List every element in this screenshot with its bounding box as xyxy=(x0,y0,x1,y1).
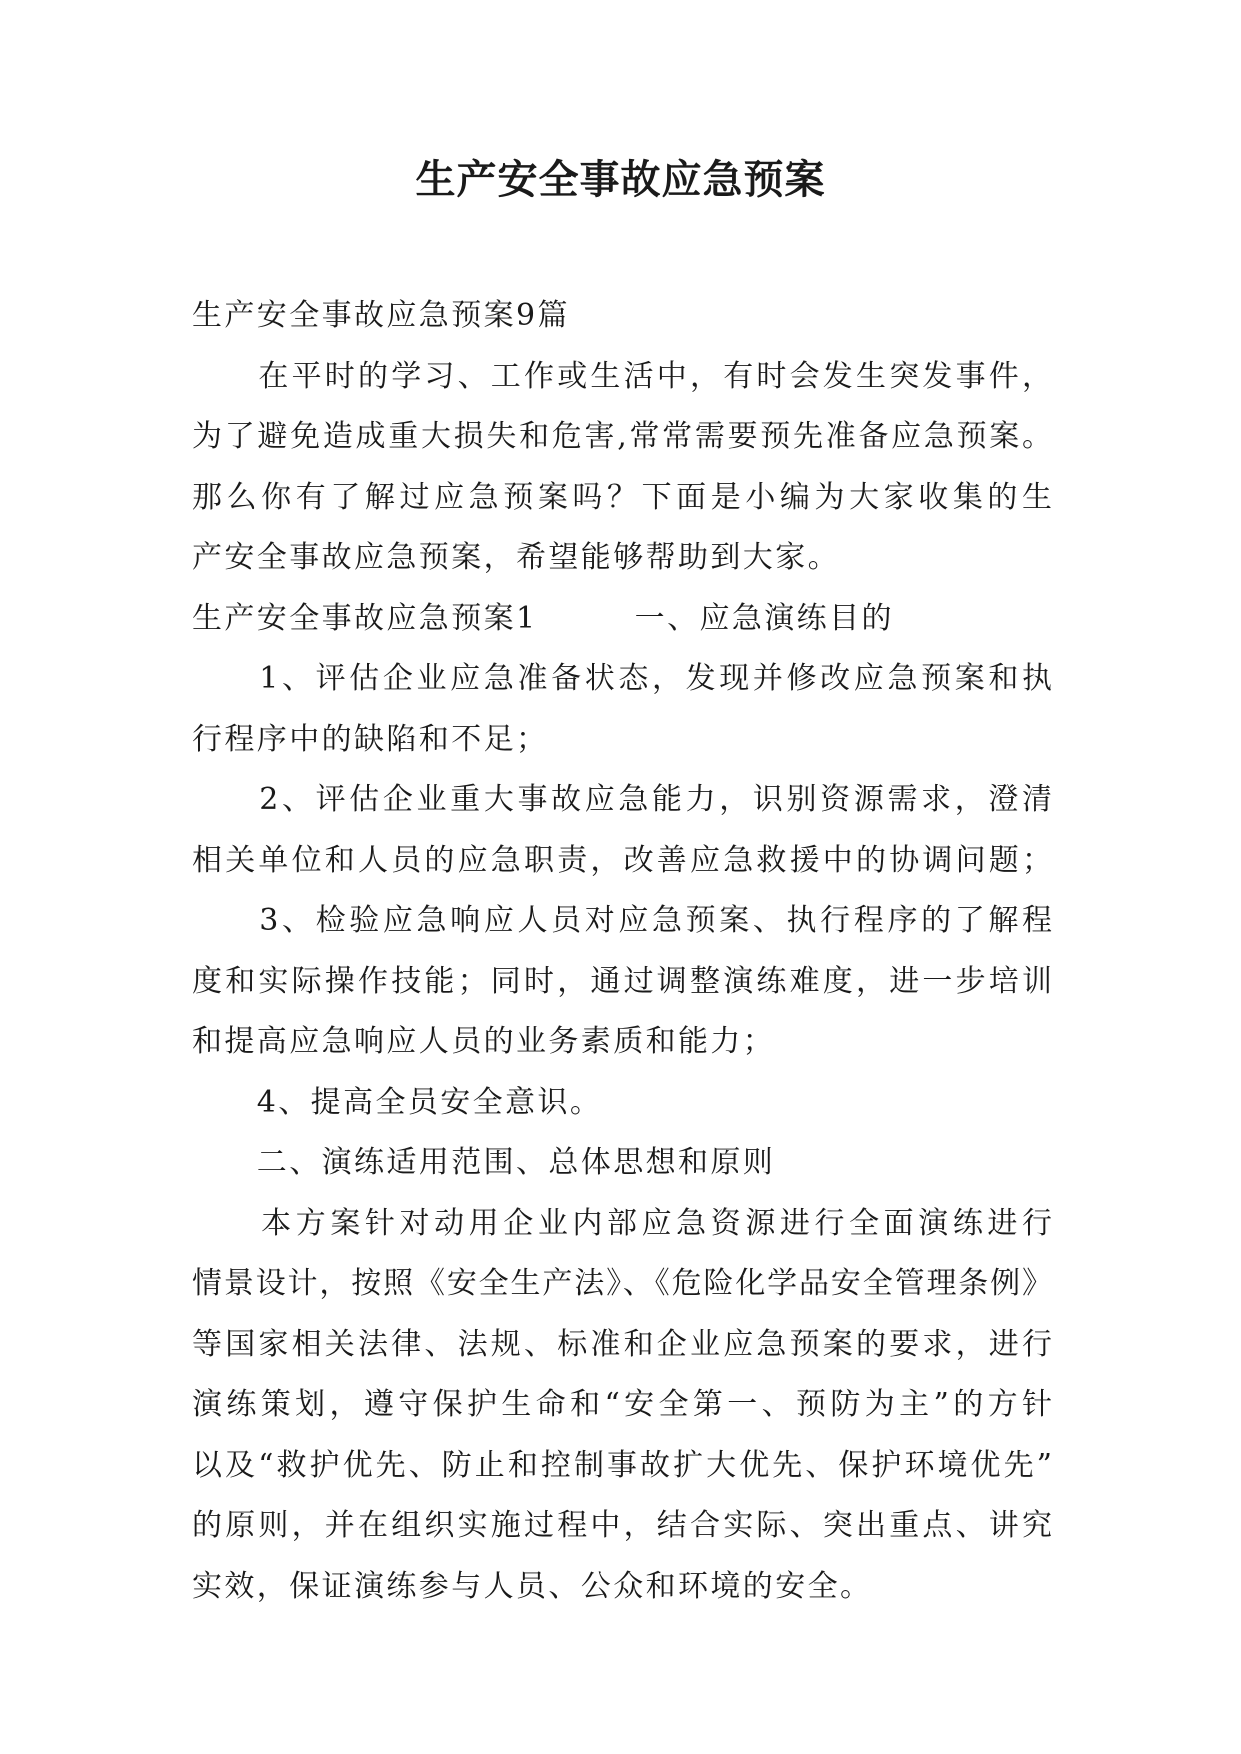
text-line: 产安全事故应急预案，希望能够帮助到大家。 xyxy=(192,540,840,575)
text-line: 3、检验应急响应人员对应急预案、执行程序的了解程 xyxy=(192,903,1052,938)
text-line: 1、评估企业应急准备状态，发现并修改应急预案和执 xyxy=(192,661,1052,696)
text-line: 演练策划，遵守保护生命和“安全第一、预防为主”的方针 xyxy=(192,1387,1052,1422)
text-line: 为了避免造成重大损失和危害,常常需要预先准备应急预案。 xyxy=(192,419,1052,454)
text-line: 二、演练适用范围、总体思想和原则 xyxy=(192,1145,776,1180)
text-line: 的原则，并在组织实施过程中，结合实际、突出重点、讲究 xyxy=(192,1508,1052,1543)
text-line: 情景设计，按照《安全生产法》、《危险化学品安全管理条例》 xyxy=(192,1266,1052,1301)
text-line: 生产安全事故应急预案1 一、应急演练目的 xyxy=(192,600,894,636)
text-line: 实效，保证演练参与人员、公众和环境的安全。 xyxy=(192,1568,873,1604)
text-line: 在平时的学习、工作或生活中，有时会发生突发事件， xyxy=(192,358,1052,394)
text-line: 度和实际操作技能；同时，通过调整演练难度，进一步培训 xyxy=(192,963,1052,999)
text-line: 相关单位和人员的应急职责，改善应急救援中的协调问题； xyxy=(192,842,1052,878)
text-line: 行程序中的缺陷和不足； xyxy=(192,721,549,757)
text-line: 等国家相关法律、法规、标准和企业应急预案的要求，进行 xyxy=(192,1326,1052,1362)
text-line: 本方案针对动用企业内部应急资源进行全面演练进行 xyxy=(192,1205,1052,1241)
document-body xyxy=(192,286,1052,1617)
text-line: 2、评估企业重大事故应急能力，识别资源需求，澄清 xyxy=(192,782,1052,817)
text-line: 以及“救护优先、防止和控制事故扩大优先、保护环境优先” xyxy=(192,1447,1052,1483)
text-line: 生产安全事故应急预案9篇 xyxy=(192,298,570,333)
document-title: 生产安全事故应急预案 xyxy=(415,157,826,203)
text-line: 4、提高全员安全意识。 xyxy=(192,1084,603,1120)
text-line: 和提高应急响应人员的业务素质和能力； xyxy=(192,1024,776,1059)
text-line: 那么你有了解过应急预案吗？下面是小编为大家收集的生 xyxy=(192,479,1052,515)
